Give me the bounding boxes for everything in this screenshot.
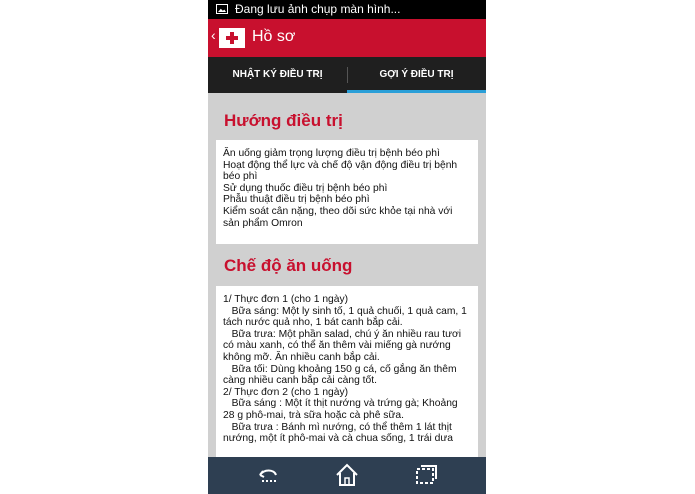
section-title-treatment: Hướng điều trị xyxy=(224,111,343,130)
section-title-diet: Chế độ ăn uống xyxy=(224,256,353,275)
treatment-line: Phẫu thuật điều trị bệnh béo phì xyxy=(223,194,370,206)
red-cross-horizontal xyxy=(226,36,238,40)
status-notification-text: Đang lưu ảnh chụp màn hình... xyxy=(235,2,401,16)
chevron-left-icon[interactable]: ‹ xyxy=(211,27,216,43)
back-arrow-icon[interactable] xyxy=(254,461,282,489)
treatment-line: Ăn uống giảm trọng lượng điều trị bệnh béo phì xyxy=(223,148,440,159)
tab-treatment-log[interactable]: NHẬT KÝ ĐIỀU TRỊ xyxy=(232,69,323,80)
tab-bar xyxy=(208,57,486,93)
treatment-line: béo phì xyxy=(223,171,258,183)
diet-line: 1/ Thực đơn 1 (cho 1 ngày) xyxy=(223,294,349,305)
diet-line: Bữa tối: Dùng khoảng 150 g cá, cố gắng ăn thêm xyxy=(223,363,457,375)
diet-line: nướng, một ít phô-mai và cà chua sống, 1 trái dưa xyxy=(223,433,454,445)
treatment-line: sản phẩm Omron xyxy=(223,217,303,229)
diet-line: Bữa trưa : Bánh mì nướng, có thể thêm 1 lát thịt xyxy=(223,421,452,433)
diet-card xyxy=(216,286,478,466)
phone-screen xyxy=(208,0,486,494)
content-scroll-area[interactable] xyxy=(208,93,486,457)
status-bar xyxy=(208,0,486,19)
home-icon[interactable] xyxy=(333,461,361,489)
recent-apps-icon[interactable] xyxy=(412,461,440,489)
diet-line: 28 g phô-mai, trà sữa hoặc cà phê sữa. xyxy=(223,409,404,421)
red-cross-icon[interactable] xyxy=(219,28,245,48)
tab-treatment-suggestions[interactable]: GỢI Ý ĐIỀU TRỊ xyxy=(347,57,486,93)
diet-line: Bữa sáng: Một ly sinh tố, 1 quả chuối, 1 quả cam, 1 xyxy=(223,305,467,317)
diet-line: càng nhiều canh bắp cải càng tốt. xyxy=(223,375,377,387)
treatment-line: Hoạt động thể lực và chế độ vận động điều trị bệnh xyxy=(223,159,458,171)
system-nav-bar xyxy=(208,457,486,494)
diet-line: không mỡ. Ăn nhiều canh bắp cải. xyxy=(223,351,380,363)
treatment-line: Sử dụng thuốc điều trị bệnh béo phì xyxy=(223,182,388,194)
diet-line: có màu xanh, có thể ăn thêm vài miếng gà nướng xyxy=(223,340,451,352)
action-bar xyxy=(208,19,486,57)
page-title: Hồ sơ xyxy=(252,28,296,45)
diet-line: Bữa sáng : Một ít thịt nướng và trứng gà; Khoảng xyxy=(223,398,458,410)
diet-line: 2/ Thực đơn 2 (cho 1 ngày) xyxy=(223,386,349,398)
treatment-line: Kiểm soát cân nặng, theo dõi sức khỏe tại nhà với xyxy=(223,205,453,217)
diet-line: Bữa trưa: Một phần salad, chú ý ăn nhiều rau tươi xyxy=(223,328,462,340)
image-icon xyxy=(216,4,228,14)
diet-line: tách nước quả nho, 1 bát canh bắp cải. xyxy=(223,317,403,329)
treatment-card xyxy=(216,140,478,244)
